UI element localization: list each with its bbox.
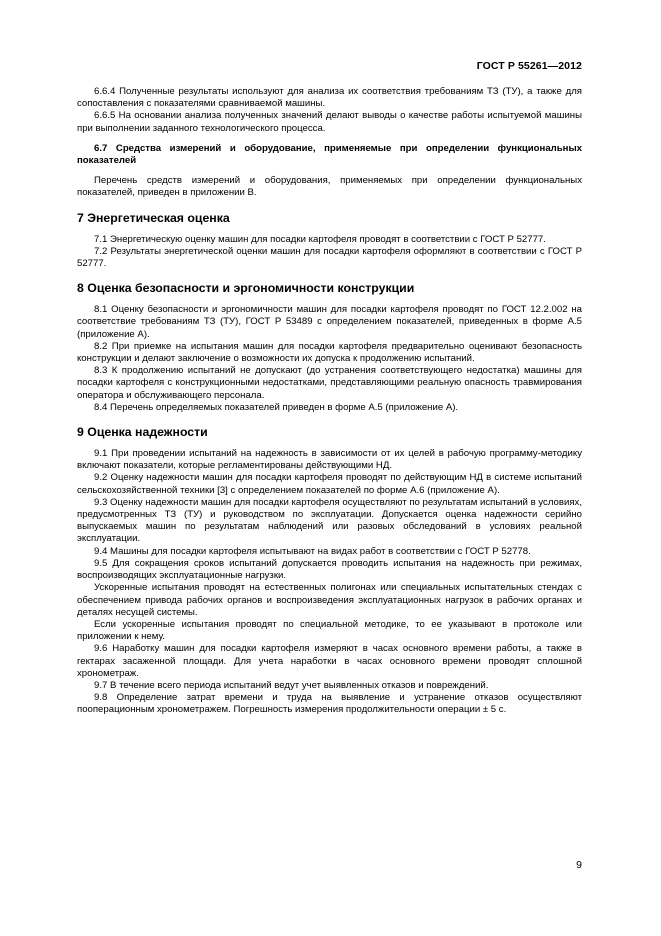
section-heading-8: 8 Оценка безопасности и эргономичности конструкции bbox=[77, 281, 415, 296]
section-heading-7: 7 Энергетическая оценка bbox=[77, 210, 230, 225]
paragraph-9-2: 9.2 Оценку надежности машин для посадки картофеля проводят по действующим НД в системе испытаний сельскохозяйственной техники [3] с определением показателей по форме А.6 (приложение А). bbox=[77, 472, 582, 496]
paragraph-7-1: 7.1 Энергетическую оценку машин для посадки картофеля проводят в соответствии с ГОСТ Р 52777. bbox=[94, 233, 546, 245]
paragraph-8-4: 8.4 Перечень определяемых показателей приведен в форме А.5 (приложение А). bbox=[94, 401, 459, 413]
paragraph-6-7: Перечень средств измерений и оборудования, применяемых при определении функциональных показателей, приведен в приложении В. bbox=[77, 175, 582, 199]
paragraph-7-2: 7.2 Результаты энергетической оценки машин для посадки картофеля оформляют в соответствии с ГОСТ Р 52777. bbox=[77, 245, 582, 270]
paragraph-9-6: 9.6 Наработку машин для посадки картофеля измеряют в часах основного времени работы, а также в гектарах засаженной площади. Для учета наработки в часах основного времени проводят сплошной хронометраж. bbox=[77, 643, 582, 679]
subsection-heading-6-7: 6.7 Средства измерений и оборудование, применяемые при определении функциональных показателей bbox=[77, 142, 582, 167]
paragraph-9-1: 9.1 При проведении испытаний на надежность в зависимости от их целей в рабочую программу-методику включают показатели, которые регламентированы действующими НД. bbox=[77, 448, 582, 472]
paragraph-6-6-5: 6.6.5 На основании анализа полученных значений делают выводы о качестве работы испытуемой машины при выполнении заданного технологического процесса. bbox=[77, 110, 582, 134]
paragraph-6-6-4: 6.6.4 Полученные результаты используют для анализа их соответствия требованиям ТЗ (ТУ), а также для сопоставления с показателями сравниваемой машины. bbox=[77, 86, 582, 110]
paragraph-8-3: 8.3 К продолжению испытаний не допускают (до устранения соответствующего недостатка) машины для посадки картофеля с конструкционными недостатками, представляющими реальную опасность травмирования оператора и обслуживающего персонала. bbox=[77, 365, 582, 401]
paragraph-9-5-accelerated: Ускоренные испытания проводят на естественных полигонах или специальных испытательных стендах с обеспечением привода рабочих органов и воспроизведения эксплуатационных нагрузок в рабочих органах и деталях несущей системы. bbox=[77, 582, 582, 618]
paragraph-8-1: 8.1 Оценку безопасности и эргономичности машин для посадки картофеля проводят по ГОСТ 12.2.002 на соответствие требованиям ТЗ (ТУ), ГОСТ Р 53489 с определением показателей, приведенных в форме А.5 (приложение А). bbox=[77, 304, 582, 340]
paragraph-9-8: 9.8 Определение затрат времени и труда на выявление и устранение отказов осуществляют пооперационным хронометражем. Погрешность измерения продолжительности операции ± 5 с. bbox=[77, 692, 582, 716]
paragraph-9-4: 9.4 Машины для посадки картофеля испытывают на видах работ в соответствии с ГОСТ Р 52778. bbox=[94, 545, 531, 557]
paragraph-9-3: 9.3 Оценку надежности машин для посадки картофеля осуществляют по результатам испытаний в условиях, предусмотренных ТЗ (ТУ) и руководством по эксплуатации. Допускается оценка надежности серийно выпускаемых машин по результатам наблюдений или разовых обследований в условиях реальной эксплуатации. bbox=[77, 496, 582, 545]
paragraph-8-2: 8.2 При приемке на испытания машин для посадки картофеля предварительно оценивают безопасность конструкции и делают заключение о возможности их допуска к продолжению испытаний. bbox=[77, 340, 582, 365]
page-number: 9 bbox=[576, 859, 582, 871]
paragraph-9-7: 9.7 В течение всего периода испытаний ведут учет выявленных отказов и повреждений. bbox=[94, 679, 489, 691]
paragraph-9-5-method: Если ускоренные испытания проводят по специальной методике, то ее указывают в протоколе или приложении к нему. bbox=[77, 618, 582, 643]
document-header: ГОСТ Р 55261—2012 bbox=[476, 60, 582, 72]
paragraph-9-5: 9.5 Для сокращения сроков испытаний допускается проводить испытания на надежность при режимах, воспроизводящих эксплуатационные нагрузки. bbox=[77, 557, 582, 582]
page-body bbox=[77, 86, 582, 717]
section-heading-9: 9 Оценка надежности bbox=[77, 425, 208, 440]
